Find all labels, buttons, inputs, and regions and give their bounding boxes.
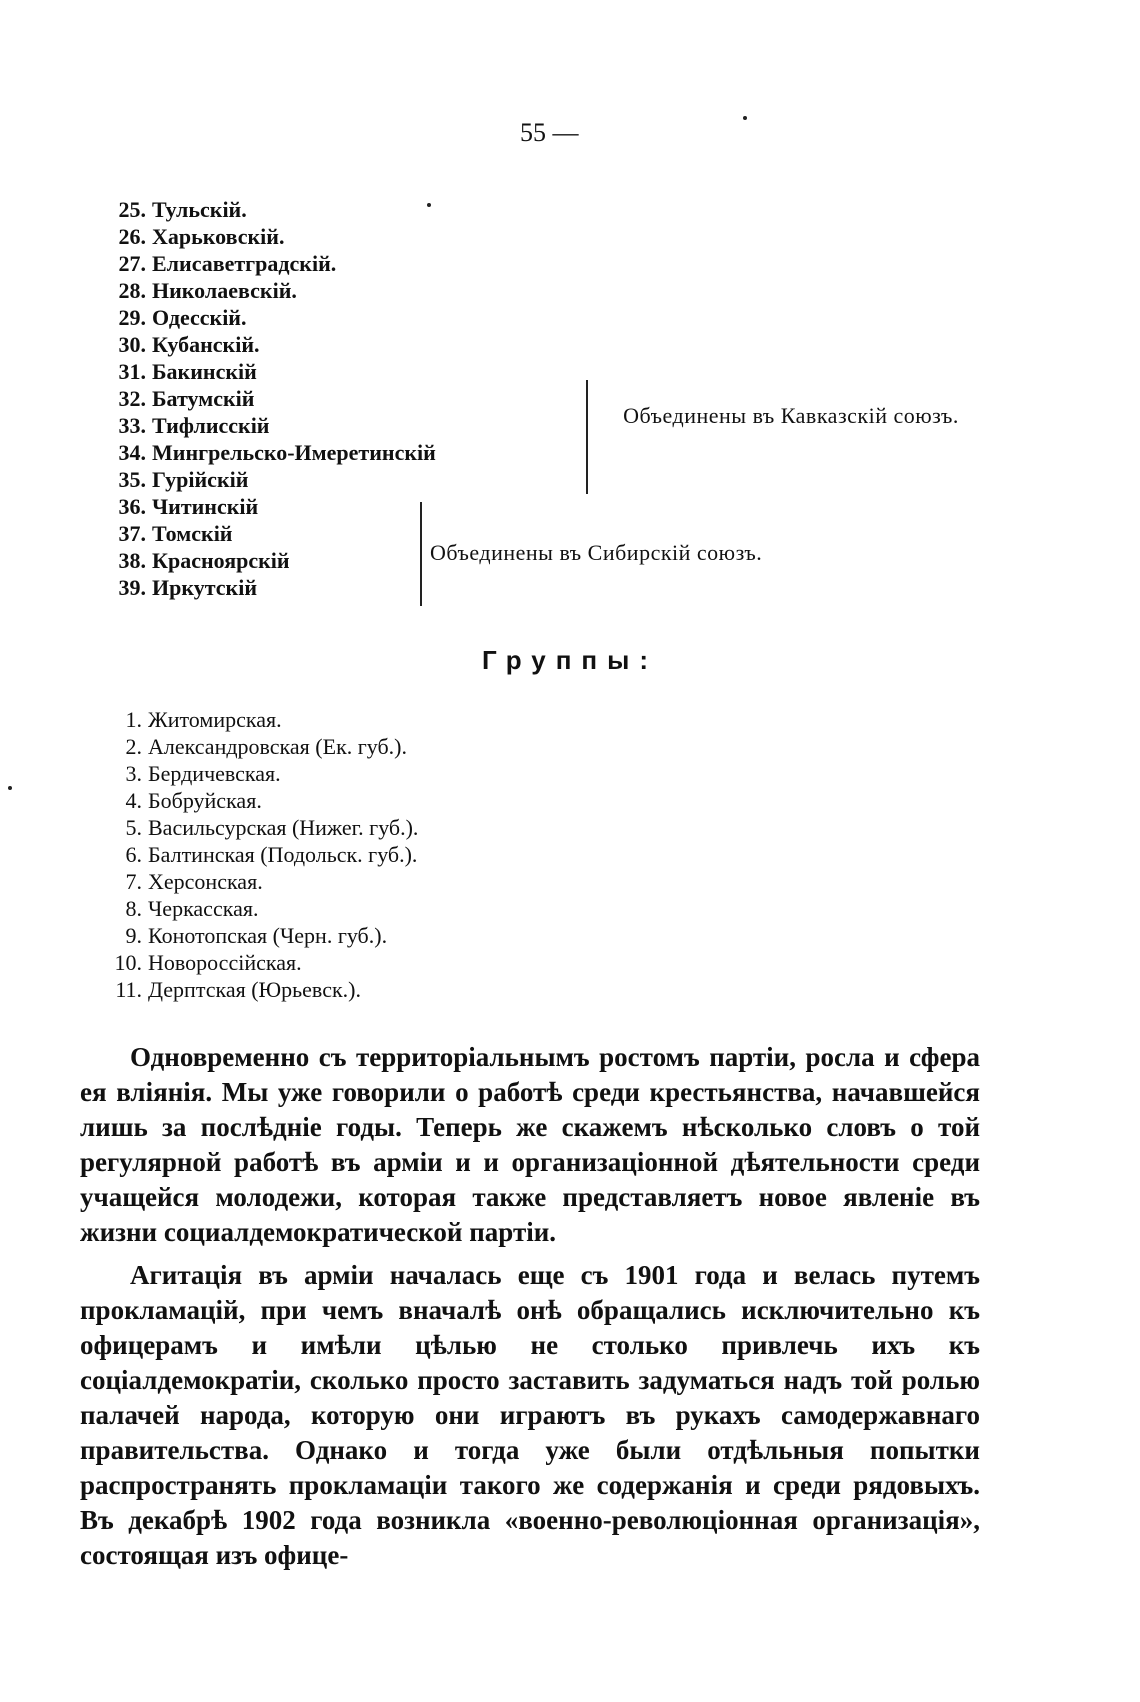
item-number: 7. xyxy=(125,869,142,894)
group-item xyxy=(96,787,418,814)
item-number: 36. xyxy=(118,494,146,519)
item-number: 4. xyxy=(125,788,142,813)
groups-list xyxy=(96,706,418,1003)
item-name: Красноярскій xyxy=(152,548,290,573)
item-number: 2. xyxy=(125,734,142,759)
group-item xyxy=(96,733,418,760)
item-number: 32. xyxy=(118,386,146,411)
item-name: Одесскій. xyxy=(152,305,247,330)
district-item xyxy=(100,223,436,250)
item-name: Бобруйская. xyxy=(148,788,262,813)
item-number: 1. xyxy=(125,707,142,732)
item-number: 6. xyxy=(125,842,142,867)
item-name: Новороссійская. xyxy=(148,950,302,975)
item-name: Елисаветградскій. xyxy=(152,251,337,276)
item-number: 27. xyxy=(118,251,146,276)
siberia-brace xyxy=(420,502,422,606)
paragraph-1: Одновременно съ территоріальнымъ ростомъ партіи, росла и сфера ея вліянія. Мы уже говорили о работѣ среди крестьянства, начавшейся лишь за послѣдніе годы. Теперь же скажемъ нѣсколько словъ о той регулярной работѣ въ арміи и и организаціонной дѣятельности среди учащейся молодежи, которая также представляетъ новое явленіе въ жизни социалдемократической партіи. xyxy=(80,1042,980,1247)
districts-list xyxy=(100,196,436,601)
district-item xyxy=(100,250,436,277)
item-name: Дерптская (Юрьевск.). xyxy=(148,977,361,1002)
item-name: Бердичевская. xyxy=(148,761,281,786)
item-name: Черкасская. xyxy=(148,896,259,921)
item-number: 26. xyxy=(118,224,146,249)
item-name: Васильсурская (Нижег. губ.). xyxy=(148,815,419,840)
item-name: Житомирская. xyxy=(148,707,282,732)
item-name: Тифлисскій xyxy=(152,413,270,438)
group-item xyxy=(96,949,418,976)
item-name: Кубанскій. xyxy=(152,332,260,357)
print-speck xyxy=(8,786,12,790)
body-text xyxy=(80,1040,980,1581)
item-name: Читинскій xyxy=(152,494,259,519)
district-item xyxy=(100,493,436,520)
group-item xyxy=(96,922,418,949)
item-number: 11. xyxy=(115,977,142,1002)
item-name: Бакинскій xyxy=(152,359,257,384)
item-name: Гурійскій xyxy=(152,467,249,492)
item-name: Конотопская (Черн. губ.). xyxy=(148,923,388,948)
item-name: Александровская (Ек. губ.). xyxy=(148,734,408,759)
district-item xyxy=(100,466,436,493)
district-item xyxy=(100,331,436,358)
item-name: Томскій xyxy=(152,521,233,546)
district-item xyxy=(100,547,436,574)
groups-heading: Группы: xyxy=(481,645,659,675)
item-number: 28. xyxy=(118,278,146,303)
group-item xyxy=(96,976,418,1003)
district-item xyxy=(100,385,436,412)
district-item xyxy=(100,439,436,466)
item-number: 5. xyxy=(125,815,142,840)
item-number: 30. xyxy=(118,332,146,357)
item-name: Мингрельско-Имеретинскій xyxy=(152,440,436,465)
group-item xyxy=(96,895,418,922)
district-item xyxy=(100,520,436,547)
paragraph-2: Агитація въ арміи началась еще съ 1901 года и велась путемъ прокламацій, при чемъ вначалѣ онѣ обращались исключительно къ офицерамъ и имѣли цѣлью не столько привлечь ихъ къ соціалдемократіи, сколько просто заставить задуматься надъ той ролью палачей народа, которую они играютъ въ рукахъ самодержавнаго правительства. Однако и тогда уже были отдѣльныя попытки распространять прокламаціи такого же содержанія и среди рядовыхъ. Въ декабрѣ 1902 года возникла «военно-революціонная организація», состоящая изъ офице- xyxy=(80,1260,980,1570)
item-number: 9. xyxy=(125,923,142,948)
district-item xyxy=(100,277,436,304)
page-number: 55 — xyxy=(520,118,579,147)
caucasus-union-note: Объединены въ Кавказскій союзъ. xyxy=(623,403,959,428)
item-name: Батумскій xyxy=(152,386,255,411)
item-number: 33. xyxy=(118,413,146,438)
item-name: Херсонская. xyxy=(148,869,263,894)
district-item xyxy=(100,574,436,601)
item-number: 29. xyxy=(118,305,146,330)
siberia-union-note: Объединены въ Сибирскій союзъ. xyxy=(430,540,763,565)
caucasus-brace xyxy=(586,380,588,494)
group-item xyxy=(96,814,418,841)
group-item xyxy=(96,841,418,868)
item-number: 25. xyxy=(118,197,146,222)
district-item xyxy=(100,358,436,385)
item-name: Харьковскій. xyxy=(152,224,285,249)
item-number: 39. xyxy=(118,575,146,600)
district-item xyxy=(100,196,436,223)
group-item xyxy=(96,868,418,895)
group-item xyxy=(96,760,418,787)
item-number: 38. xyxy=(118,548,146,573)
item-number: 31. xyxy=(118,359,146,384)
item-number: 35. xyxy=(118,467,146,492)
print-speck xyxy=(427,203,431,207)
item-name: Иркутскій xyxy=(152,575,258,600)
print-speck xyxy=(743,116,747,120)
item-number: 10. xyxy=(114,950,142,975)
item-number: 8. xyxy=(125,896,142,921)
item-name: Тульскій. xyxy=(152,197,247,222)
item-number: 37. xyxy=(118,521,146,546)
item-name: Балтинская (Подольск. губ.). xyxy=(148,842,418,867)
district-item xyxy=(100,412,436,439)
item-number: 3. xyxy=(125,761,142,786)
item-number: 34. xyxy=(118,440,146,465)
district-item xyxy=(100,304,436,331)
group-item xyxy=(96,706,418,733)
item-name: Николаевскій. xyxy=(152,278,297,303)
